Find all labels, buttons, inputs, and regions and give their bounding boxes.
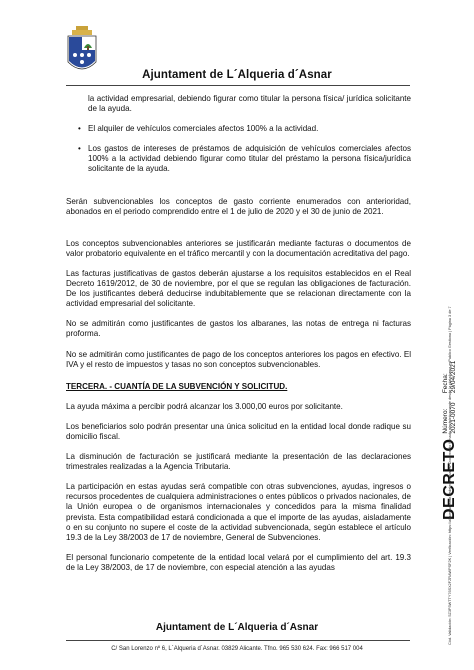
paragraph: La disminución de facturación se justificará mediante la presentación de las declaraciones trimestrales realizadas a la Agencia Tributaria. <box>66 452 411 472</box>
organization-title: Ajuntament de L´Alqueria d´Asnar <box>142 69 332 81</box>
validation-text: Cód. Validación: 5Z3P3WTTY76SX2FZRAWPSF2K | Verificación: https://alqueriadasnar.sedelectronica.es/ Documento firmado electrónicamente desde la plataforma esPublico Gestiona | Página 3 de 7 <box>448 306 452 645</box>
decree-number: Número: 2021-0070 <box>442 402 457 434</box>
paragraph: La ayuda máxima a percibir podrá alcanzar los 3.000,00 euros por solicitante. <box>66 401 343 411</box>
list-item: • El alquiler de vehículos comerciales afectos 100% a la actividad. <box>78 124 319 134</box>
header-divider <box>66 85 410 86</box>
bullet-icon: • <box>78 124 81 134</box>
list-item: • Los gastos de intereses de préstamos de adquisición de vehículos comerciales afectos 100% a la actividad debiendo figurar como titular del préstamo la persona física/jurídica solicitante de la ayuda. <box>78 144 411 174</box>
paragraph: Las facturas justificativas de gastos deberán ajustarse a los requisitos establecidos en el Real Decreto 1619/2012, de 30 de noviembre, por el que se regulan las obligaciones de facturación. De los justificantes deberá deducirse indubitablemente que se relacionan directamente con la actividad empresarial del solicitante. <box>66 268 411 309</box>
section-heading: TERCERA. - CUANTÍA DE LA SUBVENCIÓN Y SOLICITUD. <box>66 381 288 391</box>
decree-label: DECRETO <box>441 438 458 520</box>
decree-date: Fecha: 29/04/2021 <box>442 360 457 394</box>
paragraph: Los conceptos subvencionables anteriores se justificarán mediante facturas o documentos de valor probatorio equivalente en el tráfico mercantil y con la documentación acreditativa del pago. <box>66 238 411 258</box>
paragraph: La participación en estas ayudas será compatible con otras subvenciones, ayudas, ingresos o recursos procedentes de cualquiera administraciones o entes públicos o privados nacionales, de la Unión europea o de organismos internacionales y concedidos para la misma finalidad prevista. Esta compatibilidad estará condicionada a que el importe de las ayudas, aisladamente o en su conjunto no supere el coste de la actividad subvencionada, según establece el artículo 19.3 de la Ley 38/2003 de 17 de noviembre, General de Subvenciones. <box>66 482 411 542</box>
bullet-icon: • <box>78 144 81 154</box>
footer-title: Ajuntament de L´Alqueria d´Asnar <box>155 622 319 633</box>
paragraph-continuation: la actividad empresarial, debiendo figurar como titular la persona física/ jurídica solicitante de la ayuda. <box>88 94 411 114</box>
paragraph: Los beneficiarios solo podrán presentar una única solicitud en la entidad local donde radique su domicilio fiscal. <box>66 421 411 441</box>
paragraph: Serán subvencionables los conceptos de gasto corriente enumerados con anterioridad, abonados en el periodo comprendido entre el 1 de julio de 2020 y el 30 de junio de 2021. <box>66 196 411 216</box>
paragraph: El personal funcionario competente de la entidad local velará por el cumplimiento del art. 19.3 de la Ley 38/2003, de 17 de noviembre, con especial atención a las ayudas <box>66 552 411 572</box>
document-body <box>66 94 411 573</box>
paragraph: No se admitirán como justificantes de gastos los albaranes, las notas de entrega ni facturas proforma. <box>66 319 411 339</box>
decree-stamp <box>428 360 458 520</box>
footer-address: C/ San Lorenzo nº 6, L´Alqueria d´Asnar. 03829 Alicante. Tfno. 965 530 624. Fax: 966 517 004 <box>111 646 363 652</box>
paragraph: No se admitirán como justificantes de pago de los conceptos anteriores los pagos en efectivo. El IVA y el resto de impuestos y tasas no son conceptos subvencionables. <box>66 349 411 369</box>
footer-divider <box>66 640 410 641</box>
